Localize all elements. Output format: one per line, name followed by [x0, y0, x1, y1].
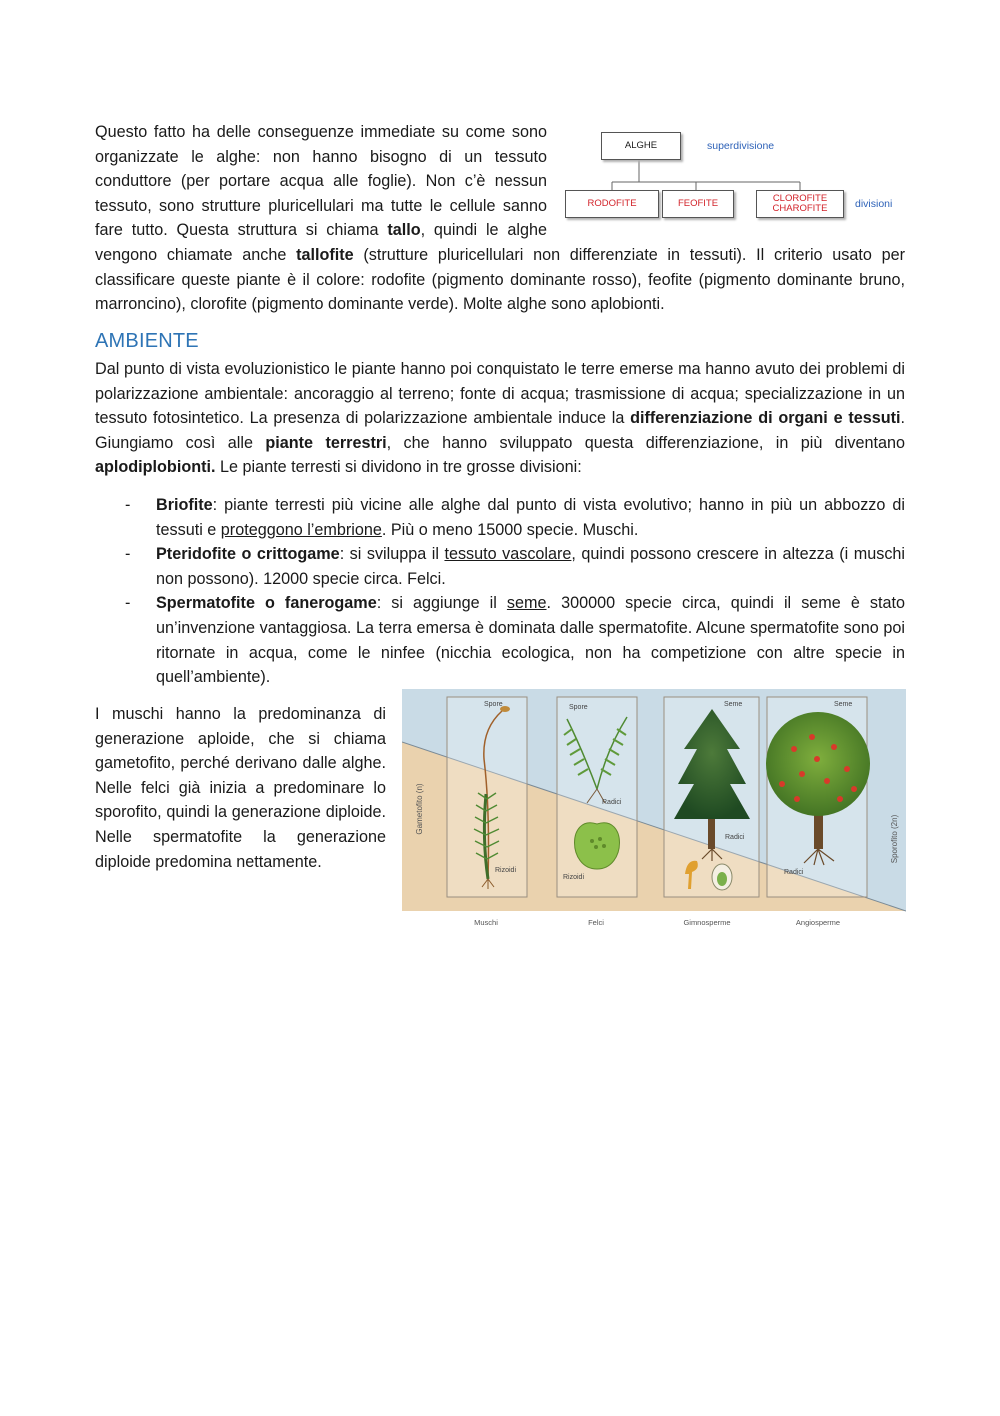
- ambiente-text-4: Le piante terresti si dividono in tre grosse divisioni:: [215, 458, 582, 477]
- label-seme-angiosperme: Seme: [834, 701, 853, 708]
- diagram-text-feofite: FEOFITE: [677, 197, 719, 209]
- divisions-list: [95, 493, 905, 690]
- diagram-text-clorofite: CLOROFITE: [772, 192, 828, 204]
- label-radici-felci: Radici: [602, 799, 622, 806]
- list-item-text: : piante terresti più vicine alle alghe dal punto di vista evolutivo; hanno in più un abbozzo di tessuti e: [156, 496, 905, 539]
- diagram-box-feofite: [662, 190, 734, 218]
- caption-angiosperme: Angiosperme: [795, 918, 841, 927]
- diagram-label-superdivisione: superdivisione: [707, 140, 775, 152]
- caption-gimnosperme: Gimnosperme: [683, 918, 731, 927]
- list-item-text: . 300000 specie circa, quindi il seme è stato un’invenzione vantaggiosa. La terra emersa è dominata dalle spermatofite. Alcune spermatofite sono poi ritornate in acqua, come le ninfee (nicchia ecologica, non ha competizione con altre specie in quell’ambiente).: [156, 594, 905, 687]
- label-radici-angiosperme: Radici: [784, 869, 804, 876]
- diagram-label-divisioni: divisioni: [855, 198, 893, 210]
- list-item-underline: proteggono l’embrione: [220, 520, 382, 539]
- diagram-text-alghe: ALGHE: [624, 139, 658, 151]
- ambiente-bold-2: piante terrestri: [265, 433, 387, 452]
- diagram-text-rodofite: RODOFITE: [587, 197, 637, 209]
- intro-block: [95, 120, 905, 317]
- label-rizoidi-muschi: Rizoidi: [495, 867, 517, 874]
- list-item-briofite: [95, 493, 905, 542]
- intro-text-3: (strutture pluricellulari non differenziate in tessuti). Il criterio usato per classificare queste piante è il colore: rodofite (pigmento dominante rosso), feofite (pigmento dominante bruno, marroncino), clorofite (pigmento dominante verde). Molte alghe sono aplobionti.: [95, 245, 906, 314]
- list-item-title: Spermatofite o fanerogame: [156, 594, 377, 613]
- list-item-text: : si aggiunge il: [376, 594, 507, 613]
- label-spore-felci: Spore: [569, 704, 588, 711]
- list-item-text: . Più o meno 15000 specie. Muschi.: [381, 520, 639, 539]
- ambiente-bold-1: differenziazione di organi e tessuti: [630, 409, 901, 428]
- list-item-text: , quindi possono crescere in altezza (i muschi non possono). 12000 specie circa. Felci.: [156, 545, 906, 588]
- list-dash: -: [125, 496, 131, 514]
- algae-classification-diagram: [565, 124, 905, 229]
- diagram-box-clorofite: [756, 190, 844, 218]
- ambiente-bold-3: aplodiplobionti.: [95, 458, 216, 477]
- caption-felci: Felci: [588, 918, 604, 927]
- list-dash: -: [125, 545, 131, 564]
- ambiente-text-1: Dal punto di vista evoluzionistico le piante hanno poi conquistato le terre emerse ma hanno avuto dei problemi di polarizzazione ambientale: ancoraggio al terreno; fonte di acqua; trasmissione di acqua; specializzazione in un tessuto fotosintetico. La presenza di polarizzazione ambientale induce la: [95, 360, 905, 428]
- ambiente-block: [95, 357, 905, 480]
- label-seme-gimnosperme: Seme: [724, 701, 743, 708]
- list-item-underline: tessuto vascolare: [444, 545, 572, 564]
- label-gametofito: Gametofito (n): [415, 783, 424, 835]
- diagram-box-rodofite: [565, 190, 659, 218]
- section-heading: AMBIENTE: [95, 330, 199, 352]
- plant-life-cycle-illustration: [402, 689, 906, 932]
- label-spore-muschi: Spore: [484, 701, 503, 708]
- life-cycle-svg: [402, 689, 906, 932]
- ambiente-text-3: , che hanno sviluppato questa differenziazione, in più diventano: [386, 433, 905, 452]
- intro-bold-tallofite: tallofite: [296, 245, 354, 264]
- list-dash: -: [125, 594, 131, 613]
- diagram-box-alghe: [601, 132, 681, 160]
- label-radici-gimnosperme: Radici: [725, 834, 745, 841]
- label-rizoidi-felci: Rizoidi: [563, 874, 585, 881]
- list-item-pteridofite: [95, 542, 905, 591]
- caption-muschi: Muschi: [474, 918, 498, 927]
- intro-text-1: Questo fatto ha delle conseguenze immediate su come sono organizzate le alghe: non hanno bisogno di un tessuto conduttore (per portare acqua alle foglie). Non c’è nessun tessuto, sono strutture pluricellulari ma tutte le cellule sanno fare tutto. Questa struttura si chiama: [95, 123, 547, 240]
- bottom-paragraph: I muschi hanno la predominanza di generazione aploide, che si chiama gametofito, perché derivano dalle alghe. Nelle felci già inizia a predominare lo sporofito, quindi la generazione diploide. Nelle spermatofite la generazione diploide predomina nettamente.: [95, 705, 386, 871]
- list-item-underline: seme: [506, 594, 547, 613]
- bottom-block: [95, 702, 386, 874]
- list-item-text: : si sviluppa il: [339, 545, 445, 564]
- label-sporofito: Sporofito (2n): [890, 814, 899, 864]
- list-item-spermatofite: [95, 591, 905, 689]
- intro-bold-tallo: tallo: [387, 221, 421, 240]
- diagram-text-charofite: CHAROFITE: [772, 203, 828, 214]
- ambiente-text-2: . Giungiamo così alle: [95, 409, 906, 452]
- intro-text-2: , quindi le alghe vengono chiamate anche: [95, 221, 547, 264]
- list-item-title: Briofite: [156, 496, 213, 514]
- ambiente-paragraph: [95, 357, 905, 480]
- list-item-title: Pteridofite o crittogame: [156, 545, 340, 564]
